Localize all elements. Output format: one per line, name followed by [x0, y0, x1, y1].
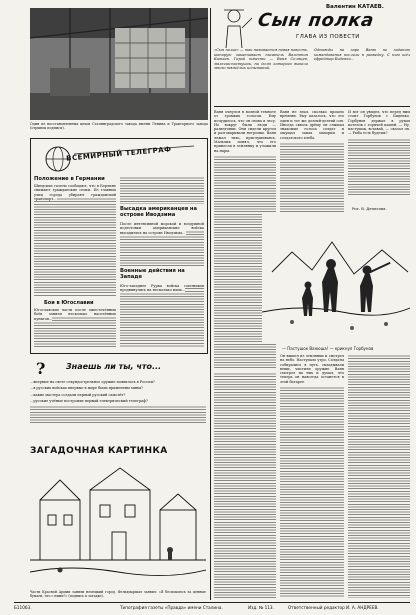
story-col-1-text: Ваня очнулся в полной темноте от громких голосов. Ему почудилось, что он снова в лесу. Но вокруг были люди — разведчики. Они сидели кругом и разговаривали негромко. Ваня лежал тихо, прислушиваясь. Мальчик понял, что его принесли в землянку и уложили на нары.: [214, 110, 276, 153]
telegraph-item-4-heading: Бои в Югославии: [44, 300, 94, 306]
story-lead: Однажды на заре Ваню по заданию командования послали в разведку. С ним шёл ефрейтор Биденко...: [314, 48, 410, 61]
puzzle-caption: Части Красной Армии заняли немецкий город. Фельдмаршал заявил: «Я беспокоюсь за ценные бумаги, что с ними?» (подпись к загадке).: [30, 590, 206, 598]
story-epigraph: «Сын полка» — так называется новая повесть, которую заканчивает писатель Валентин Катаев. Герой повести — Ваня Солнцев, мальчик-пастушок, на долю которого выпало много тяжёлых испытаний.: [214, 48, 308, 70]
puzzle-drawing: [30, 460, 206, 588]
puzzle-title: ЗАГАДОЧНАЯ КАРТИНКА: [30, 446, 168, 456]
story-col-4-filler: [280, 386, 344, 598]
footer-issue: Изд. № 113.: [248, 605, 274, 610]
know-header: [30, 360, 206, 376]
factory-photo: [30, 8, 208, 120]
story-col-2: [280, 110, 344, 218]
story-subtitle: ГЛАВА ИЗ ПОВЕСТИ: [296, 34, 360, 40]
know-item-3: ...какие мастера создали первый русский самолёт?: [30, 392, 126, 397]
footer-printer: Типография газеты «Правда» имени Сталина.: [120, 605, 223, 610]
telegraph-item-2-text: [120, 222, 204, 266]
footer-code: Б11063.: [14, 605, 32, 610]
story-col-3-text: И вот он увидел, что перед ним стоит Горбунов с Биденко. Горбунов держал в руках котелок с горячей кашей. — Ну, пастушок, вставай, — сказал он. — Рыба есть будешь?: [348, 110, 410, 136]
telegraph-col2-top: [120, 176, 204, 204]
column-divider: [210, 8, 211, 600]
illustration-caption: — Пастушок Ванюша! — крикнул Горбунов: [282, 346, 374, 351]
story-header-rule: [214, 106, 410, 107]
telegraph-title: ВСЕМИРНЫЙ ТЕЛЕГРАФ: [65, 145, 172, 163]
story-col-4-text: Он вышел из землянки и смотрел на небо. Наступало утро. Солдаты собирались в путь, складывали вещи, чистили оружие. Ваня смотрел на них и думал, что теперь он навсегда останется в этой батарее.: [280, 354, 344, 384]
telegraph-item-3-lead: Юго-западнее Рурка войска союзников продвинулись на несколько миль...: [120, 284, 204, 293]
know-item-2: ...в русских войсках впервые в мире были применены мины?: [30, 386, 144, 391]
telegraph-item-4-lead: Югославские части после ожесточённых боёв заняли несколько населённых пунктов...: [34, 308, 116, 321]
story-col-2-text: Ваня не знал, сколько прошло времени. Ему казалось, что это один и тот же долгий-долгий сон. Иногда сквозь дрёму он слышал знакомые голоса солдат и ощущал запах махорки и солдатского хлеба.: [280, 110, 344, 140]
know-item-4: ...русские учёные построили первый электрический телеграф?: [30, 398, 148, 403]
story-col-3: [348, 110, 410, 202]
factory-photo-art: [30, 8, 208, 120]
footer-rule: [14, 602, 410, 603]
story-col-2-filler: [280, 142, 344, 218]
know-item-1: ...впервые на свете секундострельное оружие появилось в России?: [30, 380, 155, 384]
telegraph-item-4-text: [34, 308, 116, 348]
know-items: [30, 380, 206, 438]
telegraph-item-1-heading: Положение в Германии: [34, 176, 105, 182]
telegraph-header: [34, 142, 202, 172]
telegraph-item-2-lead: После интенсивной морской и воздушной подготовки американские войска высадились на острове Иводзима...: [120, 222, 204, 235]
story-fig-caption: Рис. В. Денисова.: [352, 206, 387, 211]
story-illustration: [262, 212, 410, 344]
puzzle-art: [30, 460, 206, 588]
telegraph-item-3-text: [120, 284, 204, 348]
factory-photo-caption: Один из восстановленных цехов Сталинградского завода имени Ленина и Тракторного завода (отрывок подписи).: [30, 122, 208, 130]
question-icon: [30, 360, 60, 376]
know-filler: [30, 405, 206, 423]
know-title: Знаешь ли ты, что...: [66, 362, 162, 371]
story-col-4: [280, 354, 344, 598]
telegraph-item-3-heading: Военные действия на Западе: [120, 268, 185, 280]
story-title: Сын полка: [256, 10, 376, 31]
soldier-vignette-icon: [218, 4, 254, 48]
story-author: Валентин КАТАЕВ.: [326, 4, 384, 10]
telegraph-item-1-lead: Шведские газеты сообщают, что в Берлине снимают гражданские семьи. Из главных улиц города убирают гражданский транспорт...: [34, 184, 116, 201]
illustration-art: [262, 212, 410, 344]
svg-text:?: ?: [36, 360, 46, 376]
footer-editor: Ответственный редактор И. А. АНДРЕЕВ.: [288, 605, 379, 610]
telegraph-item-2-heading: Высадка американцев на острове Иводзима: [120, 206, 197, 218]
telegraph-item-1-text: [34, 184, 116, 296]
story-col-3-lower: [348, 354, 410, 598]
story-col-3-filler: [348, 138, 410, 196]
story-col-1-lower: [214, 372, 276, 598]
